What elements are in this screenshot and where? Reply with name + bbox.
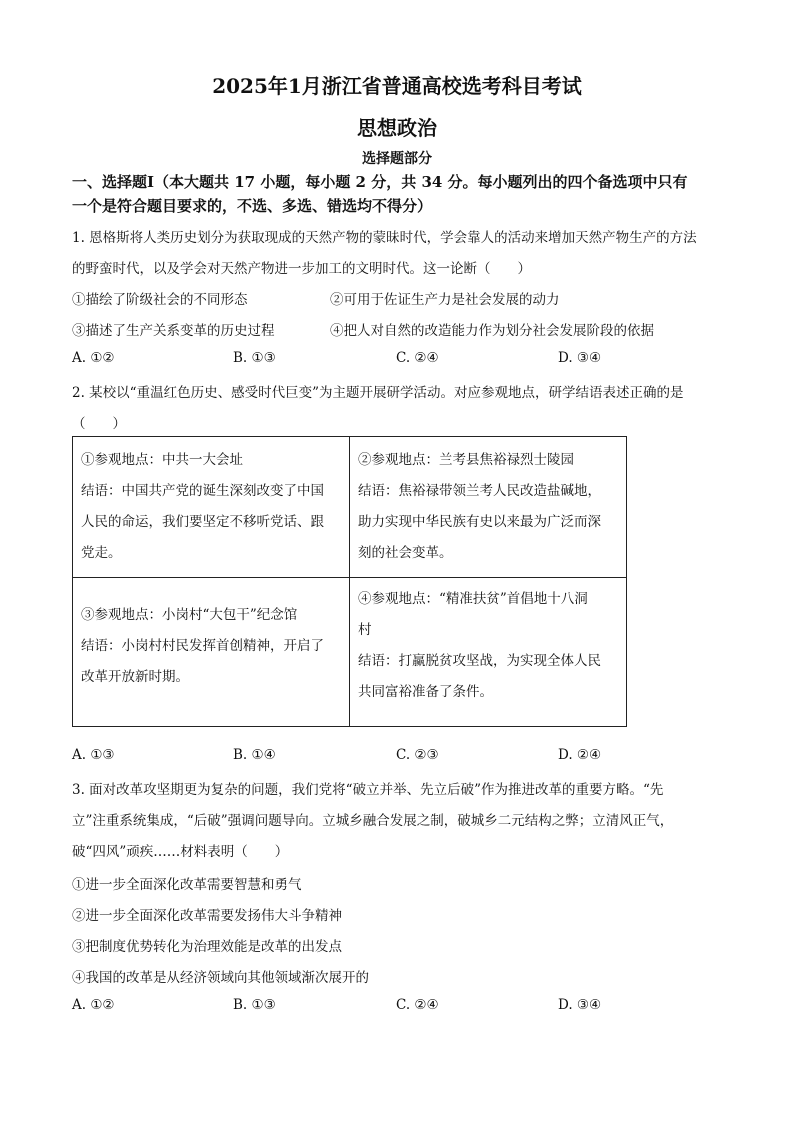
q2-cell-4-line: 村 — [358, 622, 372, 638]
q3-choice-a: A. ①② — [72, 997, 115, 1013]
q2-cell-2-line: 结语：焦裕禄带领兰考人民改造盐碱地， — [358, 483, 601, 499]
q2-cell-4 — [350, 578, 627, 727]
section-heading-line2: 一个是符合题目要求的，不选、多选、错选均不得分） — [72, 197, 433, 215]
q2-cell-2-line: 助力实现中华民族有史以来最为广泛而深 — [358, 514, 601, 530]
q2-choice-c: C. ②③ — [396, 747, 439, 763]
q2-cell-3-line: ③参观地点：小岗村“大包干”纪念馆 — [81, 607, 298, 623]
q2-cell-2-line: 刻的社会变革。 — [358, 545, 453, 561]
q1-stem-line2: 的野蛮时代，以及学会对天然产物进一步加工的文明时代。这一论断（ ） — [72, 261, 531, 277]
q3-statement-1: ①进一步全面深化改革需要智慧和勇气 — [72, 877, 302, 893]
q2-site-table — [72, 436, 627, 727]
q1-choice-d: D. ③④ — [558, 350, 602, 366]
q1-choice-c: C. ②④ — [396, 350, 439, 366]
q3-stem-line2: 立”注重系统集成，“后破”强调问题导向。立城乡融合发展之制，破城乡二元结构之弊；立清风正气， — [72, 813, 674, 829]
q3-choice-d: D. ③④ — [558, 997, 602, 1013]
q2-cell-3-line: 改革开放新时期。 — [81, 669, 189, 685]
q2-cell-3-line: 结语：小岗村村民发挥首创精神，开启了 — [81, 638, 324, 654]
q3-statement-3: ③把制度优势转化为治理效能是改革的出发点 — [72, 939, 342, 955]
q1-statement-1: ①描绘了阶级社会的不同形态 — [72, 292, 248, 308]
q3-choice-b: B. ①③ — [233, 997, 276, 1013]
q2-cell-2 — [350, 437, 627, 578]
q2-choice-b: B. ①④ — [233, 747, 276, 763]
q1-stem-line1: 1. 恩格斯将人类历史划分为获取现成的天然产物的蒙昧时代，学会靠人的活动来增加天然产物生产的方法 — [72, 230, 697, 246]
section-heading-line1: 一、选择题Ⅰ（本大题共 17 小题，每小题 2 分，共 34 分。每小题列出的四个备选项中只有 — [72, 173, 688, 191]
q2-cell-3 — [73, 578, 350, 727]
q1-statement-3: ③描述了生产关系变革的历史过程 — [72, 323, 275, 339]
q1-choice-a: A. ①② — [72, 350, 115, 366]
q2-cell-1-line: 人民的命运，我们要坚定不移听党话、跟 — [81, 514, 324, 530]
q1-statement-4: ④把人对自然的改造能力作为划分社会发展阶段的依据 — [330, 323, 654, 339]
q2-cell-1 — [73, 437, 350, 578]
q3-stem-line1: 3. 面对改革攻坚期更为复杂的问题，我们党将“破立并举、先立后破”作为推进改革的重要方略。“先 — [72, 782, 664, 798]
q2-cell-4-line: 共同富裕准备了条件。 — [358, 684, 493, 700]
subject-title: 思想政治 — [357, 116, 437, 140]
q2-choice-d: D. ②④ — [558, 747, 602, 763]
q2-cell-2-line: ②参观地点：兰考县焦裕禄烈士陵园 — [358, 452, 574, 468]
q2-cell-4-line: 结语：打赢脱贫攻坚战，为实现全体人民 — [358, 653, 601, 669]
q1-statement-2: ②可用于佐证生产力是社会发展的动力 — [330, 292, 560, 308]
q1-choice-b: B. ①③ — [233, 350, 276, 366]
exam-title: 2025年1月浙江省普通高校选考科目考试 — [212, 74, 582, 98]
q2-cell-1-line: 党走。 — [81, 545, 122, 561]
q3-statement-2: ②进一步全面深化改革需要发扬伟大斗争精神 — [72, 908, 342, 924]
q2-stem-line1: 2. 某校以“重温红色历史、感受时代巨变”为主题开展研学活动。对应参观地点，研学结语表述正确的是 — [72, 385, 684, 401]
q2-cell-1-line: ①参观地点：中共一大会址 — [81, 452, 243, 468]
q2-cell-4-line: ④参观地点：“精准扶贫”首倡地十八洞 — [358, 591, 588, 607]
q3-statement-4: ④我国的改革是从经济领域向其他领域渐次展开的 — [72, 970, 369, 986]
q3-stem-line3: 破“四风”顽疾……材料表明（ ） — [72, 844, 289, 860]
part-title: 选择题部分 — [362, 151, 432, 167]
q2-cell-1-line: 结语：中国共产党的诞生深刻改变了中国 — [81, 483, 324, 499]
q2-stem-line2: （ ） — [72, 416, 126, 432]
q3-choice-c: C. ②④ — [396, 997, 439, 1013]
q2-choice-a: A. ①③ — [72, 747, 115, 763]
